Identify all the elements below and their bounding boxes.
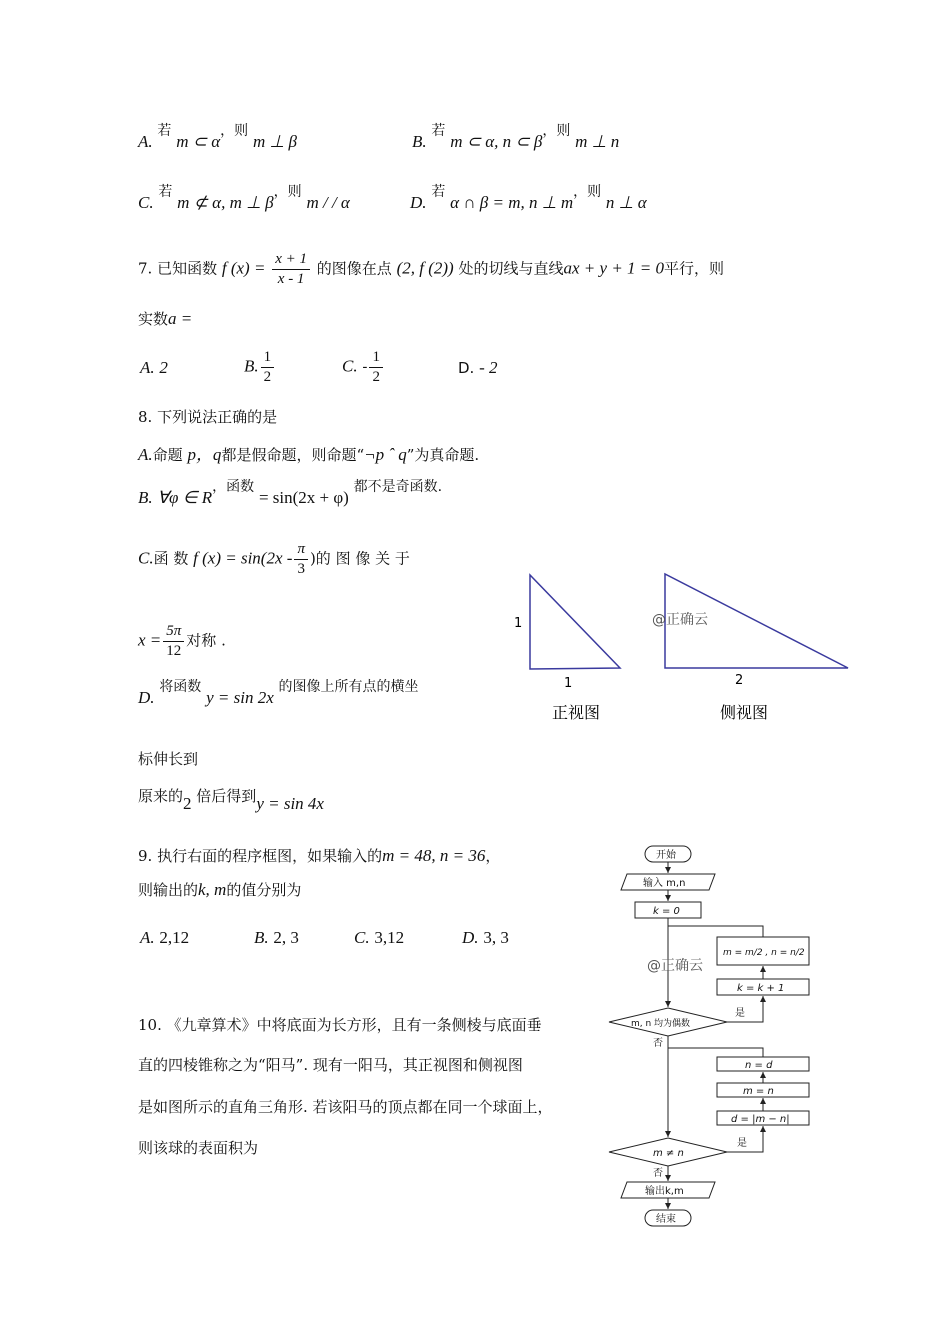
q9-c-val: 3,12 bbox=[374, 928, 405, 947]
q8-a-label: A. bbox=[138, 445, 153, 464]
q8-c-func: f (x) = sin(2x - bbox=[193, 548, 293, 568]
q7-mid: 的图像在点 bbox=[316, 259, 392, 278]
q7-d-label: D. bbox=[458, 359, 475, 377]
three-views-figure bbox=[500, 565, 860, 730]
q6-d-label: D. bbox=[410, 193, 427, 212]
q8-c-x: x = bbox=[138, 630, 162, 650]
front-view-caption: 正视图 bbox=[552, 703, 601, 722]
flowchart bbox=[605, 840, 845, 1232]
q6-option-d bbox=[410, 184, 647, 213]
q8-c-frac: $\frac{\pi}{3}$ bbox=[294, 540, 308, 579]
q7-b-frac: $\frac{1}{2}$ bbox=[261, 348, 275, 387]
q9-stem-line1 bbox=[138, 845, 500, 866]
q10-line1: 10. 《九章算术》中将底面为长方形，且有一条侧棱与底面垂 bbox=[138, 1016, 542, 1034]
q8-a-expr: ¬p ˆ q bbox=[364, 445, 407, 464]
q6-b-cond: m ⊂ α, n ⊂ β bbox=[450, 132, 543, 151]
q6-option-b bbox=[412, 123, 620, 152]
side-view-caption: 侧视图 bbox=[720, 703, 769, 722]
q7-func: f (x) = bbox=[221, 258, 266, 278]
front-view-side-label: 1 bbox=[514, 616, 523, 631]
q8-d-func: y = sin 2x bbox=[206, 688, 274, 707]
q8-a-text2: 都是假命题，则命题“ bbox=[221, 446, 365, 464]
q6-c-comma: ，则 bbox=[273, 184, 302, 200]
q8-option-b bbox=[138, 479, 443, 508]
q8-b-expr: ∀φ ∈ R bbox=[157, 488, 213, 507]
q10-line2: 直的四棱锥称之为“阳马”. 现有一阳马，其正视图和侧视图 bbox=[138, 1056, 523, 1074]
q8-option-c-cont bbox=[138, 622, 226, 661]
q8-d-text2: 的图像上所有点的横坐 bbox=[278, 679, 419, 695]
fc-cond2-text: m ≠ n bbox=[653, 1148, 684, 1159]
fc-yes2: 是 bbox=[737, 1138, 747, 1149]
q7-tail: 处的切线与直线 bbox=[458, 259, 564, 278]
q8-b-comma: ，函数 bbox=[212, 479, 255, 495]
q7-tail2: 平行，则 bbox=[664, 259, 725, 278]
q8-d-two: 2 bbox=[183, 794, 192, 813]
q6-a-label: A. bbox=[138, 132, 153, 151]
q6-d-if: 若 bbox=[431, 184, 446, 200]
q8-a-text3: ”为真命题. bbox=[406, 446, 480, 464]
q8-b-func: = sin(2x + φ) bbox=[258, 488, 349, 507]
q9-vals: m = 48, n = 36 bbox=[382, 846, 486, 865]
q8-d-func2: y = sin 4x bbox=[256, 794, 324, 813]
q9-a-label: A. bbox=[140, 928, 155, 947]
fc-init-text: k = 0 bbox=[653, 906, 680, 917]
fc-inc-text: k = k + 1 bbox=[737, 983, 785, 994]
q6-a-if: 若 bbox=[157, 123, 172, 139]
front-view-bottom-label: 1 bbox=[564, 676, 573, 691]
q7-stem-line2 bbox=[138, 308, 192, 329]
q8-d-label: D. bbox=[138, 688, 155, 707]
front-view-triangle bbox=[530, 575, 620, 669]
q7-stem bbox=[138, 250, 724, 289]
q8-c-xfrac: $\frac{5\pi}{12}$ bbox=[163, 622, 184, 661]
q7-options bbox=[140, 348, 560, 392]
q9-d-label: D. bbox=[462, 928, 479, 947]
q7-var: a = bbox=[168, 309, 193, 328]
fc-cond1-text: m, n 均为偶数 bbox=[631, 1019, 691, 1029]
fc-halve-text: m = m/2 , n = n/2 bbox=[723, 948, 805, 958]
q6-option-a bbox=[138, 123, 297, 152]
q6-a-comma: ，则 bbox=[220, 123, 249, 139]
q9-stem1-tail: ， bbox=[485, 847, 501, 865]
q7-fraction: $\frac{x + 1}{x - 1}$ bbox=[272, 250, 310, 289]
q9-a-val: 2,12 bbox=[159, 928, 190, 947]
fc-assign-d-text: d = |m − n| bbox=[731, 1114, 790, 1125]
q7-a-val: 2 bbox=[159, 358, 168, 377]
q10-line3: 是如图所示的直角三角形. 若该阳马的顶点都在同一个球面上， bbox=[138, 1098, 553, 1116]
q7-c-sign: - bbox=[362, 357, 368, 376]
fc-start-text: 开始 bbox=[656, 850, 676, 861]
fc-no1: 否 bbox=[653, 1038, 663, 1049]
q6-a-cond: m ⊂ α bbox=[176, 132, 221, 151]
q8-b-label: B. bbox=[138, 488, 153, 507]
q9-b-val: 2, 3 bbox=[273, 928, 299, 947]
q6-b-comma: ，则 bbox=[542, 123, 571, 139]
q6-d-comma: ，则 bbox=[573, 184, 602, 200]
q6-option-c bbox=[138, 184, 350, 213]
q6-c-res: m / / α bbox=[306, 193, 350, 212]
q9-c-label: C. bbox=[354, 928, 370, 947]
q7-a-label: A. bbox=[140, 358, 155, 377]
fc-assign-n-text: n = d bbox=[745, 1060, 773, 1071]
q7-line2: 实数 bbox=[138, 310, 169, 328]
q7-c-label: C. bbox=[342, 356, 358, 376]
q9-stem1: 9. 执行右面的程序框图，如果输入的 bbox=[138, 847, 383, 865]
q8-option-d-cont1: 标伸长到 bbox=[138, 750, 199, 768]
q8-option-c bbox=[138, 540, 410, 579]
q8-c-text2: )的 图 像 关 于 bbox=[309, 549, 410, 568]
q6-b-res: m ⊥ n bbox=[575, 132, 620, 151]
fc-output-text: 输出k,m bbox=[645, 1186, 684, 1197]
q8-a-pq: p，q bbox=[187, 445, 222, 464]
q7-prefix: 7. 已知函数 bbox=[138, 259, 218, 278]
views-watermark: @正确云 bbox=[652, 612, 708, 628]
q10-line4: 则该球的表面积为 bbox=[138, 1139, 259, 1157]
fc-end-text: 结束 bbox=[656, 1214, 676, 1225]
q8-option-d-cont2 bbox=[138, 785, 324, 813]
q8-c-text3: 对称 . bbox=[186, 631, 226, 650]
fc-input-text: 输入 m,n bbox=[643, 878, 686, 889]
q8-option-a bbox=[138, 440, 479, 465]
q6-a-res: m ⊥ β bbox=[252, 132, 297, 151]
q6-c-if: 若 bbox=[158, 184, 173, 200]
q7-b-label: B. bbox=[244, 356, 259, 376]
q7-d-val: - 2 bbox=[479, 358, 498, 377]
q8-d-text1: 将函数 bbox=[159, 679, 202, 695]
q8-option-d bbox=[138, 679, 419, 708]
q8-c-label: C. bbox=[138, 548, 154, 568]
q7-line: ax + y + 1 = 0 bbox=[563, 258, 665, 278]
q6-c-label: C. bbox=[138, 193, 154, 212]
q8-d-text5: 倍后得到 bbox=[196, 787, 257, 805]
q9-stem2: 则输出的 bbox=[138, 881, 199, 899]
fc-assign-m-text: m = n bbox=[743, 1086, 774, 1097]
q9-d-val: 3, 3 bbox=[483, 928, 509, 947]
q6-c-cond: m ⊄ α, m ⊥ β bbox=[177, 193, 274, 212]
q9-vars: k, m bbox=[198, 880, 227, 899]
q9-stem-line2 bbox=[138, 879, 301, 900]
side-view-bottom-label: 2 bbox=[735, 673, 744, 688]
q6-b-if: 若 bbox=[431, 123, 446, 139]
q8-d-text4: 原来的 bbox=[138, 787, 184, 805]
q9-options bbox=[140, 928, 540, 952]
q8-c-text1: 函 数 bbox=[153, 549, 189, 568]
q6-d-res: n ⊥ α bbox=[605, 193, 647, 212]
q9-stem2-tail: 的值分别为 bbox=[226, 881, 302, 899]
fc-watermark: @正确云 bbox=[647, 958, 703, 974]
q8-stem: 8. 下列说法正确的是 bbox=[138, 408, 278, 426]
q8-a-text1: 命题 bbox=[152, 446, 183, 464]
q6-b-label: B. bbox=[412, 132, 427, 151]
q7-point: (2, f (2)) bbox=[396, 258, 454, 278]
q8-b-text: 都不是奇函数. bbox=[353, 479, 443, 495]
fc-no2: 否 bbox=[653, 1168, 663, 1179]
fc-yes1: 是 bbox=[735, 1008, 745, 1019]
q7-c-frac: $\frac{1}{2}$ bbox=[369, 348, 383, 387]
q9-b-label: B. bbox=[254, 928, 269, 947]
q6-d-cond: α ∩ β = m, n ⊥ m bbox=[450, 193, 574, 212]
